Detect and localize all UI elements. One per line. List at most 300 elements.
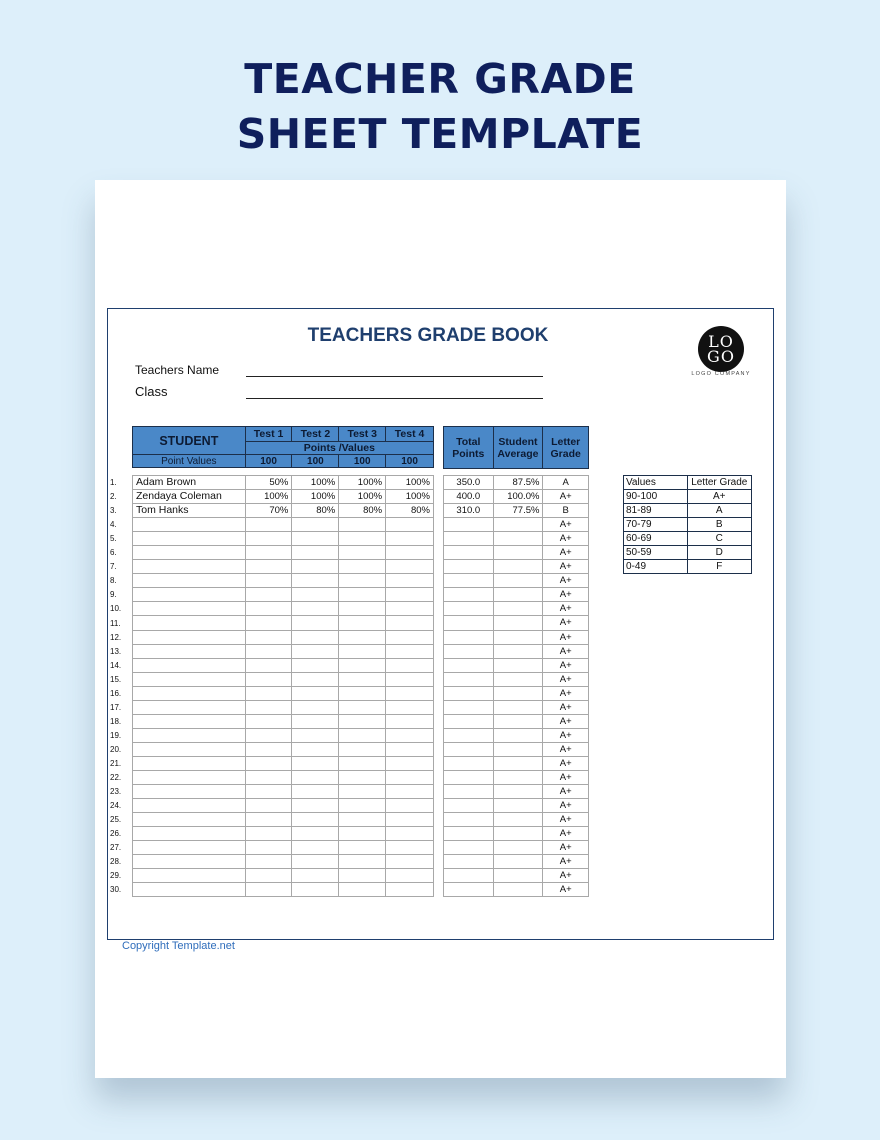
table-row [133, 658, 434, 672]
test-4-cell[interactable] [386, 799, 434, 813]
letter-grade-cell[interactable]: A+ [543, 827, 589, 841]
test-4-cell[interactable]: 80% [386, 504, 434, 518]
test-1-points: 100 [245, 455, 292, 468]
test-3-cell[interactable] [339, 532, 386, 546]
letter-grade-cell[interactable]: A+ [543, 756, 589, 770]
student-average-cell[interactable] [493, 602, 543, 616]
test-2-cell[interactable] [292, 616, 339, 630]
test-4-cell[interactable] [386, 770, 434, 784]
student-average-cell[interactable] [493, 532, 543, 546]
test-3-cell[interactable] [339, 630, 386, 644]
student-average-cell[interactable] [493, 869, 543, 883]
table-row [444, 574, 589, 588]
test-2-cell[interactable] [292, 869, 339, 883]
table-row [444, 630, 589, 644]
test-4-cell[interactable] [386, 714, 434, 728]
total-points-cell[interactable]: 350.0 [444, 476, 494, 490]
row-number: 11. [110, 618, 121, 628]
test-4-cell[interactable] [386, 616, 434, 630]
student-average-cell[interactable]: 87.5% [493, 476, 543, 490]
student-name-cell[interactable] [133, 728, 246, 742]
letter-grade-cell[interactable]: A+ [543, 742, 589, 756]
letter-grade-cell[interactable]: A+ [543, 616, 589, 630]
total-points-cell[interactable] [444, 714, 494, 728]
class-field[interactable] [246, 398, 543, 399]
student-name-cell[interactable] [133, 883, 246, 897]
test-1-cell[interactable]: 70% [245, 504, 292, 518]
table-row [133, 799, 434, 813]
test-1-cell[interactable] [245, 714, 292, 728]
student-name-cell[interactable] [133, 644, 246, 658]
row-number: 28. [110, 857, 122, 867]
test-3-cell[interactable] [339, 588, 386, 602]
table-row [444, 532, 589, 546]
test-2-cell[interactable] [292, 883, 339, 897]
letter-grade-cell[interactable]: A+ [543, 490, 589, 504]
table-row [133, 827, 434, 841]
test-1-cell[interactable] [245, 785, 292, 799]
student-average-cell[interactable] [493, 770, 543, 784]
test-1-cell[interactable] [245, 700, 292, 714]
total-points-cell[interactable] [444, 672, 494, 686]
test-3-cell[interactable] [339, 700, 386, 714]
test-2-cell[interactable] [292, 686, 339, 700]
row-number: 5. [110, 534, 117, 544]
row-number: 16. [110, 688, 122, 698]
table-row [133, 672, 434, 686]
test-3-cell[interactable] [339, 799, 386, 813]
test-4-cell[interactable]: 100% [386, 476, 434, 490]
row-number: 12. [110, 632, 122, 642]
row-number: 3. [110, 506, 117, 516]
student-name-cell[interactable] [133, 630, 246, 644]
total-points-cell[interactable] [444, 602, 494, 616]
test-3-points: 100 [339, 455, 386, 468]
table-row [444, 616, 589, 630]
student-average-cell[interactable] [493, 644, 543, 658]
letter-grade-cell[interactable]: A+ [543, 686, 589, 700]
student-name-cell[interactable] [133, 813, 246, 827]
student-name-cell[interactable] [133, 770, 246, 784]
student-average-cell[interactable] [493, 616, 543, 630]
student-average-cell[interactable] [493, 883, 543, 897]
student-name-cell[interactable] [133, 546, 246, 560]
letter-grade-cell[interactable]: A+ [543, 770, 589, 784]
test-3-cell[interactable] [339, 728, 386, 742]
test-3-cell[interactable] [339, 756, 386, 770]
student-name-cell[interactable] [133, 560, 246, 574]
test-4-cell[interactable] [386, 546, 434, 560]
total-points-cell[interactable] [444, 616, 494, 630]
student-average-cell[interactable] [493, 827, 543, 841]
test-1-cell[interactable] [245, 602, 292, 616]
student-name-cell[interactable] [133, 602, 246, 616]
test-1-cell[interactable] [245, 770, 292, 784]
student-average-cell[interactable] [493, 546, 543, 560]
test-1-cell[interactable] [245, 827, 292, 841]
test-4-cell[interactable] [386, 602, 434, 616]
student-average-cell[interactable] [493, 785, 543, 799]
test-3-cell[interactable] [339, 785, 386, 799]
letter-grade-cell[interactable]: B [543, 504, 589, 518]
student-average-cell[interactable] [493, 574, 543, 588]
test-4-cell[interactable] [386, 728, 434, 742]
student-name-cell[interactable]: Zendaya Coleman [133, 490, 246, 504]
row-number: 9. [110, 590, 117, 600]
test-4-cell[interactable] [386, 756, 434, 770]
table-row [444, 742, 589, 756]
test-2-cell[interactable] [292, 700, 339, 714]
total-points-cell[interactable] [444, 785, 494, 799]
test-4-cell[interactable]: 100% [386, 490, 434, 504]
test-2-cell[interactable] [292, 630, 339, 644]
test-2-cell[interactable] [292, 644, 339, 658]
test-2-cell[interactable] [292, 855, 339, 869]
test-2-cell[interactable] [292, 518, 339, 532]
student-average-cell[interactable]: 100.0% [493, 490, 543, 504]
test-4-cell[interactable] [386, 588, 434, 602]
student-name-cell[interactable] [133, 588, 246, 602]
test-1-cell[interactable] [245, 630, 292, 644]
test-4-cell[interactable] [386, 813, 434, 827]
total-points-cell[interactable] [444, 546, 494, 560]
test-4-cell[interactable] [386, 686, 434, 700]
test-4-cell[interactable] [386, 869, 434, 883]
table-row [133, 602, 434, 616]
test-2-cell[interactable] [292, 532, 339, 546]
letter-grade-cell[interactable]: A+ [543, 588, 589, 602]
student-average-cell[interactable] [493, 700, 543, 714]
test-2-cell[interactable] [292, 785, 339, 799]
row-number: 15. [110, 674, 122, 684]
student-name-cell[interactable] [133, 869, 246, 883]
total-points-cell[interactable] [444, 518, 494, 532]
grade-scale-row [624, 560, 752, 574]
letter-grade-cell[interactable]: A [543, 476, 589, 490]
test-1-cell[interactable] [245, 574, 292, 588]
test-3-cell[interactable] [339, 883, 386, 897]
test-2-cell[interactable]: 100% [292, 476, 339, 490]
test-2-cell[interactable] [292, 770, 339, 784]
test-3-cell[interactable] [339, 855, 386, 869]
total-points-cell[interactable]: 400.0 [444, 490, 494, 504]
test-3-cell[interactable] [339, 672, 386, 686]
test-2-cell[interactable]: 80% [292, 504, 339, 518]
student-name-cell[interactable]: Adam Brown [133, 476, 246, 490]
test-3-cell[interactable] [339, 574, 386, 588]
test-2-cell[interactable] [292, 672, 339, 686]
total-points-cell[interactable] [444, 574, 494, 588]
teachers-name-field[interactable] [246, 376, 543, 377]
student-average-cell[interactable] [493, 560, 543, 574]
test-4-cell[interactable] [386, 841, 434, 855]
total-points-cell[interactable] [444, 855, 494, 869]
student-name-cell[interactable] [133, 841, 246, 855]
test-2-points: 100 [292, 455, 339, 468]
student-average-cell[interactable] [493, 630, 543, 644]
test-4-cell[interactable] [386, 630, 434, 644]
test-3-cell[interactable]: 100% [339, 476, 386, 490]
test-1-cell[interactable] [245, 869, 292, 883]
test-3-cell[interactable] [339, 602, 386, 616]
total-points-cell[interactable] [444, 630, 494, 644]
test-1-cell[interactable]: 50% [245, 476, 292, 490]
total-points-cell[interactable]: 310.0 [444, 504, 494, 518]
test-2-cell[interactable] [292, 756, 339, 770]
letter-grade-cell[interactable]: A+ [543, 518, 589, 532]
test-2-cell[interactable] [292, 841, 339, 855]
test-1-cell[interactable] [245, 883, 292, 897]
grade-range-cell: 70-79 [624, 518, 688, 532]
total-points-cell[interactable] [444, 841, 494, 855]
letter-grade-cell[interactable]: A+ [543, 574, 589, 588]
student-name-cell[interactable] [133, 532, 246, 546]
row-number: 25. [110, 815, 122, 825]
test-4-cell[interactable] [386, 855, 434, 869]
total-points-cell[interactable] [444, 770, 494, 784]
test-4-cell[interactable] [386, 574, 434, 588]
grade-range-cell: 60-69 [624, 532, 688, 546]
row-number: 27. [110, 843, 122, 853]
test-2-cell[interactable] [292, 560, 339, 574]
test-4-cell[interactable] [386, 532, 434, 546]
grade-range-cell: 50-59 [624, 546, 688, 560]
test-3-cell[interactable] [339, 686, 386, 700]
test-1-cell[interactable] [245, 813, 292, 827]
letter-grade-cell[interactable]: A+ [543, 714, 589, 728]
test-1-cell[interactable] [245, 728, 292, 742]
student-average-cell[interactable] [493, 841, 543, 855]
student-average-cell[interactable] [493, 728, 543, 742]
test-3-cell[interactable] [339, 518, 386, 532]
test-3-cell[interactable] [339, 770, 386, 784]
test-2-cell[interactable] [292, 546, 339, 560]
page-title-line-2: SHEET TEMPLATE [236, 110, 644, 158]
student-name-cell[interactable]: Tom Hanks [133, 504, 246, 518]
grade-scale-row [624, 546, 752, 560]
student-name-cell[interactable] [133, 756, 246, 770]
letter-grade-cell[interactable]: A+ [543, 546, 589, 560]
table-row [133, 616, 434, 630]
student-name-cell[interactable] [133, 672, 246, 686]
test-1-cell[interactable] [245, 644, 292, 658]
student-average-cell[interactable] [493, 658, 543, 672]
totals-header [443, 426, 589, 469]
test-2-cell[interactable]: 100% [292, 490, 339, 504]
student-average-cell[interactable] [493, 756, 543, 770]
student-name-cell[interactable] [133, 785, 246, 799]
test-4-cell[interactable] [386, 518, 434, 532]
total-points-header: Total Points [444, 427, 494, 469]
total-points-cell[interactable] [444, 728, 494, 742]
student-name-cell[interactable] [133, 658, 246, 672]
student-average-cell[interactable] [493, 855, 543, 869]
test-1-cell[interactable] [245, 799, 292, 813]
row-number: 14. [110, 660, 122, 670]
test-2-cell[interactable] [292, 574, 339, 588]
page-title [0, 52, 880, 162]
test-1-cell[interactable] [245, 546, 292, 560]
document-sheet [95, 180, 786, 1078]
row-number: 18. [110, 716, 122, 726]
letter-grade-cell[interactable]: A+ [543, 855, 589, 869]
student-average-cell[interactable] [493, 742, 543, 756]
test-3-cell[interactable] [339, 827, 386, 841]
table-row [444, 686, 589, 700]
letter-grade-cell[interactable]: A+ [543, 700, 589, 714]
letter-grade-cell[interactable]: A+ [543, 728, 589, 742]
letter-grade-cell[interactable]: A+ [543, 785, 589, 799]
test-4-cell[interactable] [386, 883, 434, 897]
test-4-cell[interactable] [386, 742, 434, 756]
test-1-cell[interactable] [245, 841, 292, 855]
student-name-cell[interactable] [133, 827, 246, 841]
total-points-cell[interactable] [444, 756, 494, 770]
test-4-cell[interactable] [386, 672, 434, 686]
test-3-cell[interactable] [339, 841, 386, 855]
table-row [133, 532, 434, 546]
table-row [444, 644, 589, 658]
student-average-cell[interactable] [493, 714, 543, 728]
letter-grade-cell[interactable]: A+ [543, 869, 589, 883]
test-4-cell[interactable] [386, 560, 434, 574]
total-points-cell[interactable] [444, 869, 494, 883]
table-row [444, 476, 589, 490]
logo-text-top: LO [708, 332, 734, 351]
test-3-cell[interactable] [339, 714, 386, 728]
table-row [133, 588, 434, 602]
test-1-cell[interactable] [245, 672, 292, 686]
test-1-cell[interactable] [245, 686, 292, 700]
test-1-cell[interactable] [245, 532, 292, 546]
test-2-cell[interactable] [292, 813, 339, 827]
table-row [133, 700, 434, 714]
total-points-cell[interactable] [444, 883, 494, 897]
table-row [133, 476, 434, 490]
total-points-cell[interactable] [444, 813, 494, 827]
test-1-cell[interactable] [245, 855, 292, 869]
test-3-cell[interactable] [339, 616, 386, 630]
test-1-cell[interactable] [245, 588, 292, 602]
test-3-cell[interactable]: 80% [339, 504, 386, 518]
test-2-cell[interactable] [292, 658, 339, 672]
student-name-cell[interactable] [133, 518, 246, 532]
student-average-cell[interactable] [493, 588, 543, 602]
row-number: 7. [110, 562, 117, 572]
test-3-cell[interactable] [339, 658, 386, 672]
total-points-cell[interactable] [444, 532, 494, 546]
test-4-cell[interactable] [386, 644, 434, 658]
letter-grade-cell[interactable]: A+ [543, 602, 589, 616]
test-2-cell[interactable] [292, 714, 339, 728]
student-average-cell[interactable] [493, 686, 543, 700]
test-2-cell[interactable] [292, 588, 339, 602]
test-1-cell[interactable]: 100% [245, 490, 292, 504]
test-4-cell[interactable] [386, 700, 434, 714]
student-name-cell[interactable] [133, 616, 246, 630]
test-1-cell[interactable] [245, 616, 292, 630]
test-2-cell[interactable] [292, 728, 339, 742]
test-2-cell[interactable] [292, 742, 339, 756]
total-points-cell[interactable] [444, 700, 494, 714]
student-name-cell[interactable] [133, 855, 246, 869]
table-row [444, 560, 589, 574]
test-4-cell[interactable] [386, 658, 434, 672]
letter-grade-cell[interactable]: A+ [543, 813, 589, 827]
total-points-cell[interactable] [444, 827, 494, 841]
test-3-cell[interactable] [339, 644, 386, 658]
student-average-cell[interactable] [493, 672, 543, 686]
student-name-cell[interactable] [133, 700, 246, 714]
tests-header [132, 426, 434, 468]
test-3-cell[interactable] [339, 560, 386, 574]
test-1-cell[interactable] [245, 658, 292, 672]
student-average-cell[interactable]: 77.5% [493, 504, 543, 518]
test-1-cell[interactable] [245, 518, 292, 532]
letter-grade-cell[interactable]: A+ [543, 841, 589, 855]
student-average-cell[interactable] [493, 518, 543, 532]
student-name-cell[interactable] [133, 574, 246, 588]
total-points-cell[interactable] [444, 644, 494, 658]
test-1-cell[interactable] [245, 560, 292, 574]
student-average-cell[interactable] [493, 799, 543, 813]
total-points-cell[interactable] [444, 686, 494, 700]
test-1-cell[interactable] [245, 756, 292, 770]
student-name-cell[interactable] [133, 799, 246, 813]
total-points-cell[interactable] [444, 799, 494, 813]
grade-range-cell: 81-89 [624, 504, 688, 518]
letter-grade-cell[interactable]: A+ [543, 630, 589, 644]
student-name-cell[interactable] [133, 686, 246, 700]
test-3-cell[interactable]: 100% [339, 490, 386, 504]
test-4-cell[interactable] [386, 827, 434, 841]
test-4-points: 100 [386, 455, 434, 468]
test-4-cell[interactable] [386, 785, 434, 799]
test-3-cell[interactable] [339, 546, 386, 560]
letter-grade-cell[interactable]: A+ [543, 644, 589, 658]
table-row [133, 728, 434, 742]
letter-grade-cell[interactable]: A+ [543, 883, 589, 897]
row-number: 22. [110, 773, 122, 783]
table-row [444, 672, 589, 686]
test-2-cell[interactable] [292, 799, 339, 813]
letter-grade-cell[interactable]: A+ [543, 560, 589, 574]
table-row [444, 700, 589, 714]
copyright-link[interactable]: Copyright Template.net [122, 940, 235, 952]
student-average-cell[interactable] [493, 813, 543, 827]
letter-grade-cell[interactable]: A+ [543, 799, 589, 813]
test-2-cell[interactable] [292, 602, 339, 616]
test-2-cell[interactable] [292, 827, 339, 841]
test-1-cell[interactable] [245, 742, 292, 756]
table-row [444, 504, 589, 518]
total-points-cell[interactable] [444, 588, 494, 602]
letter-grade-cell[interactable]: A+ [543, 658, 589, 672]
total-points-cell[interactable] [444, 658, 494, 672]
student-name-cell[interactable] [133, 742, 246, 756]
test-3-cell[interactable] [339, 869, 386, 883]
student-name-cell[interactable] [133, 714, 246, 728]
letter-grade-cell[interactable]: A+ [543, 532, 589, 546]
class-label: Class [135, 384, 168, 399]
row-number: 23. [110, 787, 122, 797]
test-3-cell[interactable] [339, 813, 386, 827]
total-points-cell[interactable] [444, 742, 494, 756]
letter-grade-cell[interactable]: A+ [543, 672, 589, 686]
table-row [444, 728, 589, 742]
test-3-cell[interactable] [339, 742, 386, 756]
total-points-cell[interactable] [444, 560, 494, 574]
